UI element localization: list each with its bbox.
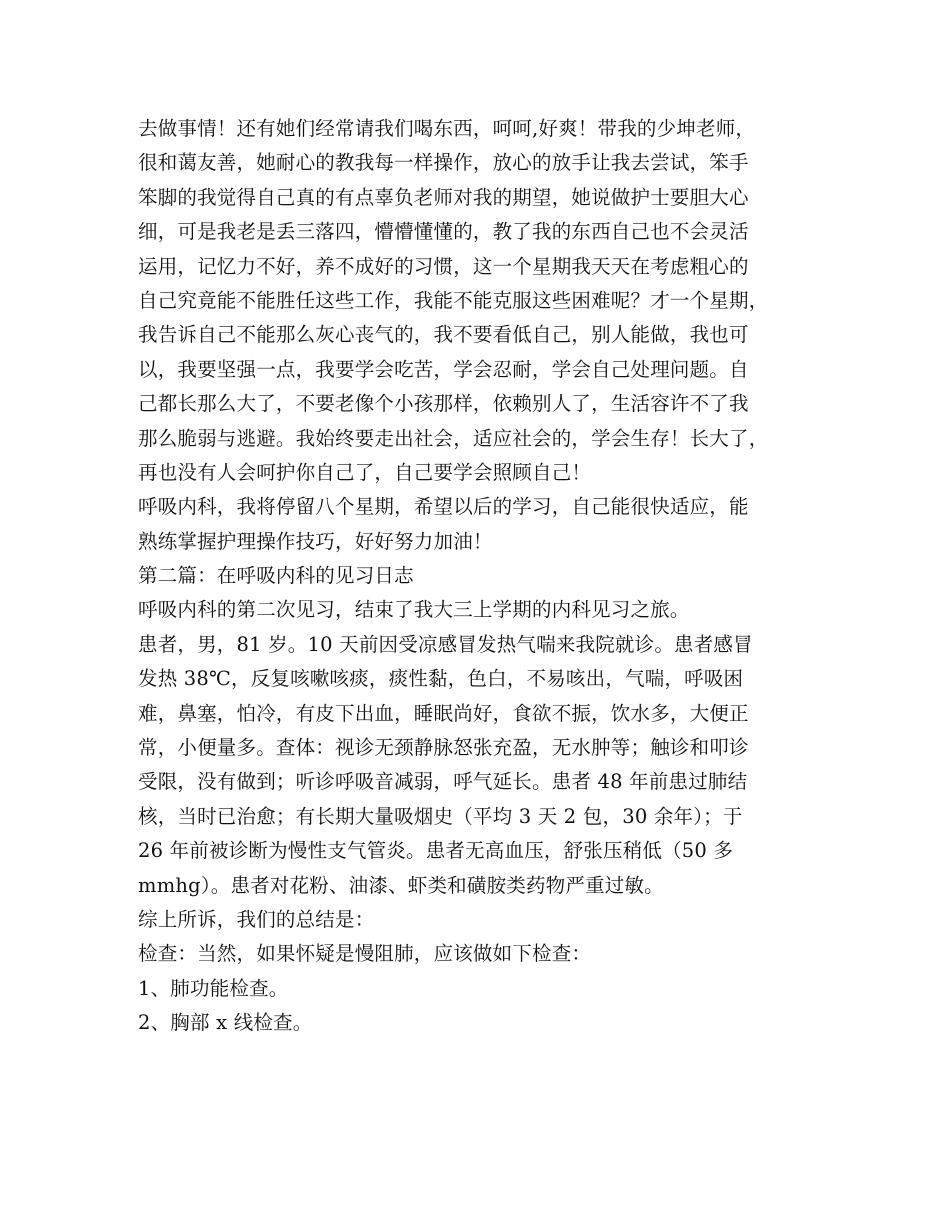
text-line: 发热 38℃，反复咳嗽咳痰，痰性黏，色白，不易咳出，气喘，呼吸困 [138,667,744,691]
text-line: 去做事情！还有她们经常请我们喝东西，呵呵,好爽！带我的少坤老师， [138,117,756,140]
text-line: 很和蔼友善，她耐心的教我每一样操作，放心的放手让我去尝试，笨手 [138,151,749,175]
text-line: 那么脆弱与逃避。我始终要走出社会，适应社会的，学会生存！长大了， [138,426,769,450]
text-line: 检查：当然，如果怀疑是慢阻肺，应该做如下检查： [138,942,592,966]
text-line: 细，可是我老是丢三落四，懵懵懂懂的，教了我的东西自己也不会灵活 [138,220,749,244]
document-body [138,112,818,1041]
text-line: 26 年前被诊断为慢性支气管炎。患者无高血压，舒张压稍低（50 多 [138,839,734,863]
text-line: 熟练掌握护理操作技巧，好好努力加油！ [138,529,493,553]
text-line: 难，鼻塞，怕冷，有皮下出血，睡眠尚好，食欲不振，饮水多，大便正 [138,701,749,725]
text-line: 我告诉自己不能那么灰心丧气的，我不要看低自己，别人能做，我也可 [138,323,749,347]
list-item: 2、胸部 x 线检查。 [138,1011,313,1035]
text-line: 受限，没有做到；听诊呼吸音减弱，呼气延长。患者 48 年前患过肺结 [138,770,748,794]
section-heading: 第二篇：在呼吸内科的见习日志 [138,564,414,588]
text-line: 再也没有人会呵护你自己了，自己要学会照顾自己！ [138,460,592,484]
text-line: 以，我要坚强一点，我要学会吃苦，学会忍耐，学会自己处理问题。自 [138,357,749,381]
text-line: 核，当时已治愈；有长期大量吸烟史（平均 3 天 2 包，30 余年）；于 [138,804,743,828]
list-item: 1、肺功能检查。 [138,976,289,1000]
text-line: 常，小便量多。查体：视诊无颈静脉怒张充盈，无水肿等；触诊和叩诊 [138,736,749,760]
text-line: 己都长那么大了，不要老像个小孩那样，依赖别人了，生活容许不了我 [138,392,749,416]
text-line: 患者，男，81 岁。10 天前因受凉感冒发热气喘来我院就诊。患者感冒 [138,632,753,656]
text-line: 自己究竟能不能胜任这些工作，我能不能克服这些困难呢？才一个星期， [138,288,769,312]
text-line: mmhg）。患者对花粉、油漆、虾类和磺胺类药物严重过敏。 [138,873,664,897]
text-line: 笨脚的我觉得自己真的有点辜负老师对我的期望，她说做护士要胆大心 [138,185,749,209]
text-line: 综上所诉，我们的总结是： [138,907,375,931]
text-line: 呼吸内科，我将停留八个星期，希望以后的学习，自己能很快适应，能 [138,495,749,519]
text-line: 呼吸内科的第二次见习，结束了我大三上学期的内科见习之旅。 [138,598,690,622]
text-line: 运用，记忆力不好，养不成好的习惯，这一个星期我天天在考虑粗心的 [138,254,749,278]
